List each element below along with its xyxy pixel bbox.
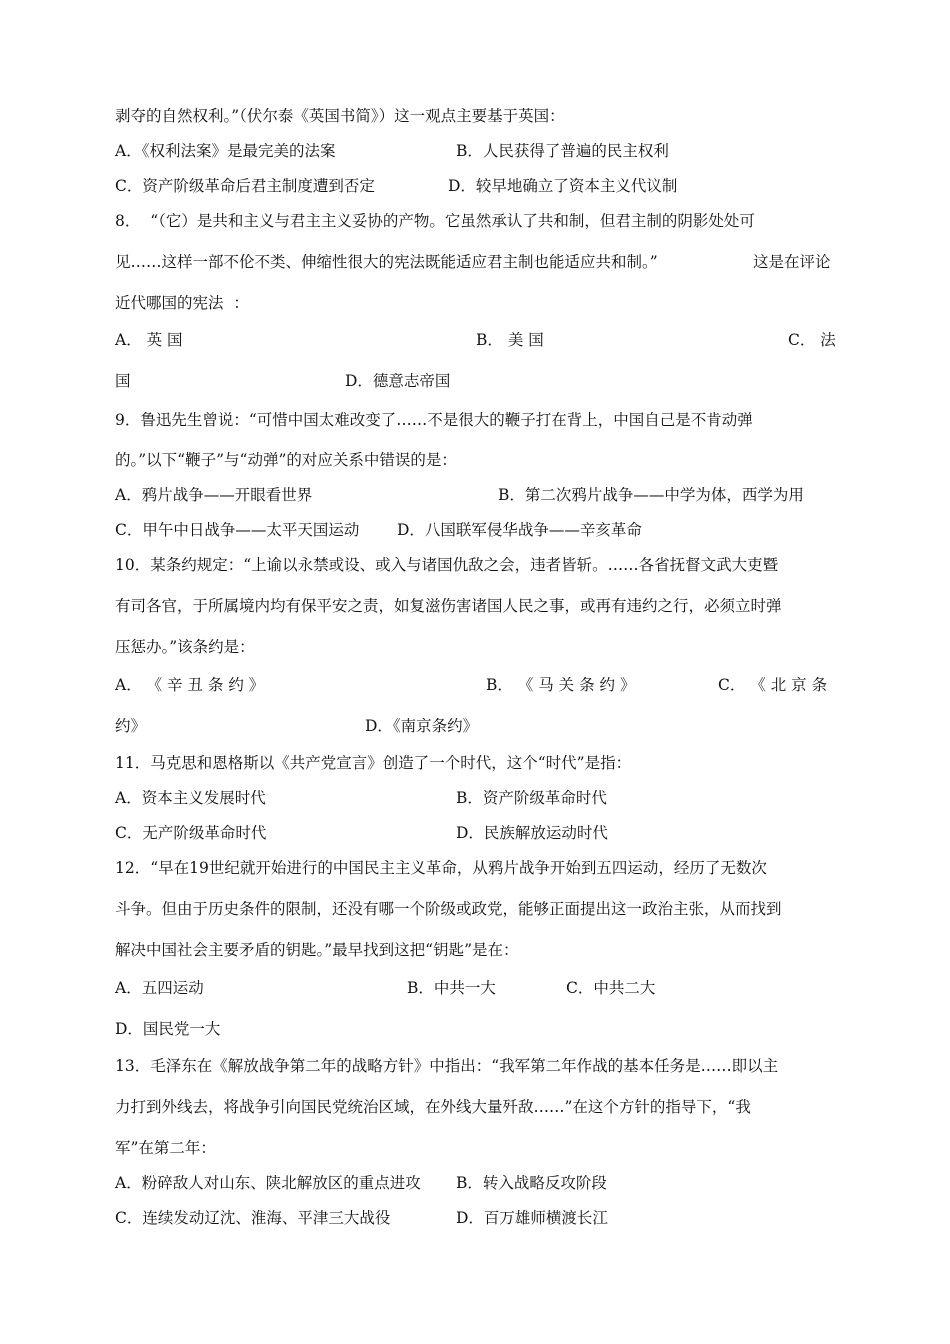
- text-line: 的。”以下“鞭子”与“动弹”的对应关系中错误的是：: [115, 451, 457, 469]
- text-line: 约》: [115, 717, 147, 735]
- text-line: 这是在评论: [753, 253, 831, 271]
- text-line: 近代哪国的宪法 ：: [115, 294, 249, 312]
- text-line: 力打到外线去，将战争引向国民党统治区域，在外线大量歼敌……”在这个方针的指导下，“我: [115, 1098, 751, 1116]
- option-d: D．民族解放运动时代: [456, 824, 608, 842]
- option-c: C． 法: [788, 331, 836, 349]
- option-c: C． 《 北 京 条: [718, 676, 828, 694]
- text-line: 剥夺的自然权利。”（伏尔泰《英国书简》）这一观点主要基于英国：: [115, 107, 565, 125]
- question-10: 10．某条约规定：“上谕以永禁或设、或入与诸国仇敌之会，违者皆斩。……各省抚督文武大吏暨: [115, 556, 779, 574]
- option-b: B．第二次鸦片战争——中学为体，西学为用: [498, 486, 804, 504]
- option-b: B．人民获得了普遍的民主权利: [456, 142, 669, 160]
- option-a: A．《权利法案》是最完美的法案: [115, 142, 336, 160]
- option-d: D．《南京条约》: [365, 717, 479, 735]
- option-d: D．百万雄师横渡长江: [456, 1209, 608, 1227]
- option-a: A．资本主义发展时代: [115, 789, 266, 807]
- option-a: A．五四运动: [115, 979, 204, 997]
- option-d: D．德意志帝国: [345, 372, 451, 390]
- question-13: 13．毛泽东在《解放战争第二年的战略方针》中指出：“我军第二年作战的基本任务是……即以主: [115, 1057, 779, 1075]
- option-a: A．粉碎敌人对山东、陕北解放区的重点进攻: [115, 1174, 421, 1192]
- option-c: C．资产阶级革命后君主制度遭到否定: [115, 177, 375, 195]
- question-9: 9．鲁迅先生曾说：“可惜中国太难改变了……不是很大的鞭子打在背上，中国自己是不肯动弹: [115, 411, 753, 429]
- option-d: D．国民党一大: [115, 1020, 221, 1038]
- option-a: A． 《 辛 丑 条 约 》: [115, 676, 265, 694]
- text-line: 国: [115, 372, 131, 390]
- question-12: 12．“早在19世纪就开始进行的中国民主主义革命，从鸦片战争开始到五四运动，经历了无数次: [115, 859, 767, 877]
- option-d: D．八国联军侵华战争——辛亥革命: [397, 521, 642, 539]
- question-11: 11．马克思和恩格斯以《共产党宣言》创造了一个时代，这个“时代”是指：: [115, 754, 632, 772]
- option-a: A．鸦片战争——开眼看世界: [115, 486, 313, 504]
- option-a: A． 英 国: [115, 331, 183, 349]
- option-b: B． 《 马 关 条 约 》: [486, 676, 636, 694]
- option-b: B． 美 国: [476, 331, 544, 349]
- option-b: B．中共一大: [407, 979, 496, 997]
- option-b: B．资产阶级革命时代: [456, 789, 607, 807]
- option-b: B．转入战略反攻阶段: [456, 1174, 607, 1192]
- option-c: C．连续发动辽沈、淮海、平津三大战役: [115, 1209, 391, 1227]
- option-d: D．较早地确立了资本主义代议制: [448, 177, 678, 195]
- option-c: C．甲午中日战争——太平天国运动: [115, 521, 360, 539]
- text-line: 解决中国社会主要矛盾的钥匙。”最早找到这把“钥匙”是在：: [115, 941, 519, 959]
- option-c: C．中共二大: [566, 979, 656, 997]
- text-line: 压惩办。”该条约是：: [115, 638, 255, 656]
- text-line: 有司各官，于所属境内均有保平安之责，如复滋伤害诸国人民之事，或再有违约之行，必须立时弹: [115, 597, 782, 615]
- question-8: 8． “（它）是共和主义与君主主义妥协的产物。它虽然承认了共和制，但君主制的阴影处处可: [115, 212, 755, 230]
- text-line: 斗争。但由于历史条件的限制，还没有哪一个阶级或政党，能够正面提出这一政治主张，从而找到: [115, 900, 782, 918]
- option-c: C．无产阶级革命时代: [115, 824, 267, 842]
- text-line: 见……这样一部不伦不类、伸缩性很大的宪法既能适应君主制也能适应共和制。”: [115, 253, 658, 271]
- text-line: 军”在第二年：: [115, 1139, 216, 1157]
